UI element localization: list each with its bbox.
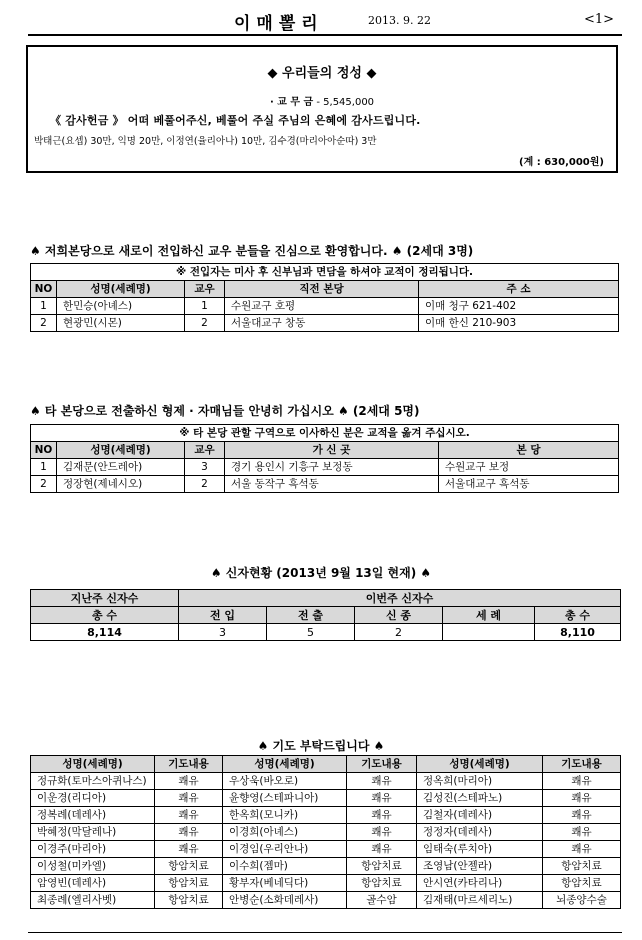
- cell-name: 최종례(엘리사벳): [31, 892, 155, 909]
- cell-request: 쾌유: [347, 824, 417, 841]
- cell-name: 윤향영(스테파니아): [223, 790, 347, 807]
- departures-table: [30, 424, 619, 493]
- cell-name: 암영빈(데레사): [31, 875, 155, 892]
- this-week-header: 이번주 신자수: [179, 590, 621, 607]
- cell-request: 쾌유: [543, 790, 621, 807]
- col-address: 주 소: [419, 281, 619, 298]
- cell-name: 이경희(아녜스): [223, 824, 347, 841]
- cell-request: 항암치료: [155, 892, 223, 909]
- col-name: 성명(세례명): [417, 756, 543, 773]
- cell-address: 이매 청구 621-402: [419, 298, 619, 315]
- cell-request: 골수암: [347, 892, 417, 909]
- col-last-total: 총 수: [31, 607, 179, 624]
- offering-amount-value: - 5,545,000: [316, 97, 375, 108]
- cell-name: 이수희(젬마): [223, 858, 347, 875]
- table-row: [31, 858, 621, 875]
- cell-name: 황부자(베네딕다): [223, 875, 347, 892]
- cell-name: 정정자(데레사): [417, 824, 543, 841]
- cell-request: 항암치료: [155, 858, 223, 875]
- cell-address: 이매 한신 210-903: [419, 315, 619, 332]
- offering-amount: [28, 93, 616, 108]
- cell-no: 2: [31, 476, 57, 493]
- table-row: [31, 773, 621, 790]
- census-table: [30, 589, 621, 641]
- prayer-title: ♠ 기도 부탁드립니다 ♠: [257, 739, 385, 753]
- offering-amount-label: · 교 무 금: [269, 97, 314, 108]
- cell-name: 정복례(데레사): [31, 807, 155, 824]
- cell-members: 1: [185, 298, 225, 315]
- cell-request: 뇌종양수술: [543, 892, 621, 909]
- cell-name: 이경주(마리아): [31, 841, 155, 858]
- departures-title: ♠ 타 본당으로 전출하신 형제 · 자매님들 안녕히 가십시오 ♠ (2세대 5명): [30, 404, 420, 418]
- cell-out: 5: [267, 624, 355, 641]
- cell-members: 2: [185, 315, 225, 332]
- cell-name: 한민승(아녜스): [57, 298, 185, 315]
- cell-request: 쾌유: [347, 807, 417, 824]
- cell-request: 항암치료: [155, 875, 223, 892]
- cell-request: 항암치료: [543, 875, 621, 892]
- table-row: [31, 298, 619, 315]
- table-row: [31, 807, 621, 824]
- cell-request: 쾌유: [347, 790, 417, 807]
- cell-name: 안시연(카타리나): [417, 875, 543, 892]
- col-name: 성명(세례명): [31, 756, 155, 773]
- table-header-row: [31, 756, 621, 773]
- census-title: ♠ 신자현황 (2013년 9월 13일 현재) ♠: [210, 566, 432, 580]
- col-in: 전 입: [179, 607, 267, 624]
- bulletin-date: 2013. 9. 22: [368, 14, 431, 27]
- cell-name: 정장현(제네시오): [57, 476, 185, 493]
- table-header-row: [31, 442, 619, 459]
- cell-destination: 경기 용인시 기흥구 보정동: [225, 459, 439, 476]
- table-row: [31, 875, 621, 892]
- thanks-offering-heading: 《 감사헌금 》 어떠 베풀어주신, 베풀어 주실 주님의 은혜에 감사드립니다.: [50, 114, 421, 127]
- bulletin-title: 이매뽈리: [234, 14, 324, 34]
- footer-divider: [28, 932, 622, 933]
- cell-this-total: 8,110: [535, 624, 621, 641]
- header-divider: [28, 34, 622, 36]
- table-row: [31, 892, 621, 909]
- cell-name: 우상욱(바오로): [223, 773, 347, 790]
- arrivals-note: ※ 전입자는 미사 후 신부님과 면담을 하셔야 교적이 정리됩니다.: [31, 264, 619, 281]
- cell-request: 항암치료: [347, 875, 417, 892]
- offering-box: [26, 45, 618, 173]
- cell-name: 이경임(우리안나): [223, 841, 347, 858]
- cell-parish: 서울대교구 흑석동: [439, 476, 619, 493]
- table-row: [31, 624, 621, 641]
- cell-no: 2: [31, 315, 57, 332]
- cell-name: 김재문(안드레아): [57, 459, 185, 476]
- table-row: [31, 841, 621, 858]
- col-request: 기도내용: [155, 756, 223, 773]
- col-destination: 가 신 곳: [225, 442, 439, 459]
- arrivals-table: [30, 263, 619, 332]
- table-row: [31, 824, 621, 841]
- col-baptism: 세 례: [443, 607, 535, 624]
- col-name: 성명(세례명): [223, 756, 347, 773]
- cell-no: 1: [31, 298, 57, 315]
- cell-members: 3: [185, 459, 225, 476]
- table-row: [31, 315, 619, 332]
- cell-request: 쾌유: [543, 824, 621, 841]
- cell-name: 정옥희(마리아): [417, 773, 543, 790]
- col-no: NO: [31, 281, 57, 298]
- cell-name: 임태숙(루치아): [417, 841, 543, 858]
- cell-baptism: [443, 624, 535, 641]
- cell-new: 2: [355, 624, 443, 641]
- cell-name: 이성철(미카엘): [31, 858, 155, 875]
- col-name: 성명(세례명): [57, 442, 185, 459]
- cell-request: 쾌유: [155, 807, 223, 824]
- cell-request: 쾌유: [347, 773, 417, 790]
- col-this-total: 총 수: [535, 607, 621, 624]
- cell-request: 쾌유: [543, 807, 621, 824]
- cell-name: 한옥희(모니카): [223, 807, 347, 824]
- cell-name: 김철자(데레사): [417, 807, 543, 824]
- cell-request: 항암치료: [543, 858, 621, 875]
- col-parish: 본 당: [439, 442, 619, 459]
- cell-no: 1: [31, 459, 57, 476]
- page-header: [28, 6, 616, 34]
- col-members: 교우: [185, 442, 225, 459]
- col-request: 기도내용: [543, 756, 621, 773]
- cell-request: 쾌유: [155, 841, 223, 858]
- table-row: [31, 790, 621, 807]
- cell-request: 쾌유: [347, 841, 417, 858]
- cell-request: 쾌유: [543, 841, 621, 858]
- col-previous-parish: 직전 본당: [225, 281, 419, 298]
- offering-total: (계 : 630,000원): [519, 157, 604, 168]
- cell-name: 이운경(리디아): [31, 790, 155, 807]
- arrivals-title: ♠ 저희본당으로 새로이 전입하신 교우 분들을 진심으로 환영합니다. ♠ (2세대 3명): [30, 244, 474, 258]
- last-week-header: 지난주 신자수: [31, 590, 179, 607]
- table-row: [31, 459, 619, 476]
- departures-note: ※ 타 본당 관할 구역으로 이사하신 분은 교적을 옮겨 주십시오.: [31, 425, 619, 442]
- col-members: 교우: [185, 281, 225, 298]
- col-out: 전 출: [267, 607, 355, 624]
- cell-request: 쾌유: [155, 790, 223, 807]
- col-request: 기도내용: [347, 756, 417, 773]
- cell-name: 김성진(스테파노): [417, 790, 543, 807]
- cell-name: 안병순(소화데레사): [223, 892, 347, 909]
- prayer-table: [30, 755, 621, 909]
- page-number: <1>: [584, 12, 615, 27]
- col-new: 신 종: [355, 607, 443, 624]
- donor-names: 박태근(요셉) 30만, 익명 20만, 이정연(율리아나) 10만, 김수경(마리아아순따) 3만: [34, 136, 377, 147]
- col-name: 성명(세례명): [57, 281, 185, 298]
- table-row: [31, 476, 619, 493]
- cell-parish: 서울대교구 창동: [225, 315, 419, 332]
- cell-request: 쾌유: [155, 773, 223, 790]
- cell-name: 김재태(마르세리노): [417, 892, 543, 909]
- table-header-row: [31, 281, 619, 298]
- cell-name: 정규화(토마스아퀴나스): [31, 773, 155, 790]
- cell-members: 2: [185, 476, 225, 493]
- cell-request: 쾌유: [155, 824, 223, 841]
- cell-parish: 수원교구 호평: [225, 298, 419, 315]
- cell-request: 항암치료: [347, 858, 417, 875]
- cell-name: 조영남(안젤라): [417, 858, 543, 875]
- offering-title: ◆ 우리들의 정성 ◆: [267, 66, 377, 81]
- cell-request: 쾌유: [543, 773, 621, 790]
- cell-in: 3: [179, 624, 267, 641]
- cell-name: 박혜정(막달레나): [31, 824, 155, 841]
- cell-last-total: 8,114: [31, 624, 179, 641]
- cell-name: 현광민(시몬): [57, 315, 185, 332]
- cell-destination: 서울 동작구 흑석동: [225, 476, 439, 493]
- cell-parish: 수원교구 보정: [439, 459, 619, 476]
- col-no: NO: [31, 442, 57, 459]
